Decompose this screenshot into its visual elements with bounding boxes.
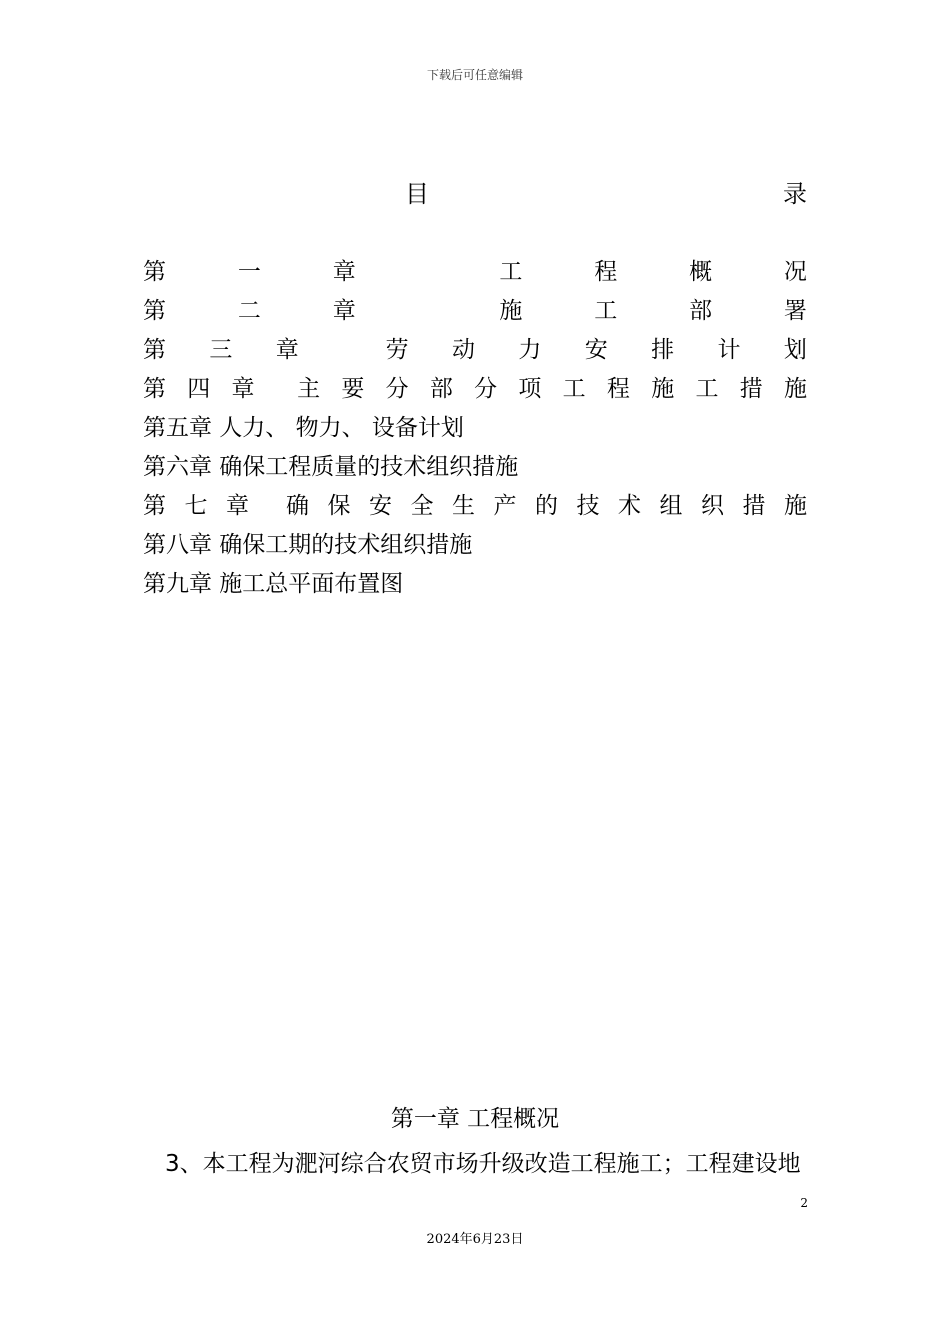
- toc-char: 工: [499, 259, 523, 285]
- toc-char: 三: [209, 337, 233, 363]
- toc-char: 生: [452, 493, 475, 519]
- toc-entry-text: 第九章 施工总平面布置图: [143, 571, 404, 597]
- toc-char: 工: [695, 376, 719, 402]
- toc-char: 动: [451, 337, 475, 363]
- toc-char: 程: [606, 376, 630, 402]
- toc-char: 况: [783, 259, 807, 285]
- toc-char: 产: [493, 493, 517, 519]
- toc-char: 组: [659, 493, 683, 519]
- toc-entry-text: 第五章 人力、 物力、 设备计划: [143, 415, 464, 441]
- toc-char: 署: [783, 298, 807, 324]
- toc-entry-text: 第六章 确保工程质量的技术组织措施: [143, 454, 519, 480]
- toc-char: 分: [385, 376, 409, 402]
- toc-char: 术: [618, 493, 641, 519]
- toc-char: 章: [332, 259, 356, 285]
- toc-char: 章: [226, 493, 249, 519]
- toc-char: 四: [187, 376, 211, 402]
- toc-entry: [143, 489, 807, 528]
- toc-entry: [143, 411, 807, 450]
- toc-char: 划: [783, 337, 807, 363]
- toc-char: 排: [651, 337, 675, 363]
- toc-char: 章: [231, 376, 255, 402]
- toc-char: 技: [576, 493, 600, 519]
- toc-char: 第: [143, 298, 166, 324]
- body-paragraph: 3、本工程为淝河综合农贸市场升级改造工程施工；工程建设地: [165, 1151, 801, 1177]
- toc-char: 施: [499, 298, 523, 324]
- toc-char: 工: [594, 298, 618, 324]
- toc-char: 部: [429, 376, 453, 402]
- toc-char: 第: [143, 259, 166, 285]
- header-note: 下载后可任意编辑: [426, 68, 523, 82]
- toc-char: 主: [297, 376, 321, 402]
- toc-entry: [143, 333, 807, 372]
- toc-char: 安: [369, 493, 392, 519]
- toc-char: 织: [701, 493, 724, 519]
- toc-char: 力: [518, 337, 542, 363]
- toc-char: 项: [518, 376, 542, 402]
- toc-entry: [143, 450, 807, 489]
- toc-entry: [143, 294, 807, 333]
- toc-title-left: 目: [405, 180, 429, 208]
- page-number: 2: [800, 1196, 808, 1210]
- toc-char: 第: [143, 493, 166, 519]
- toc-char: 施: [784, 493, 807, 519]
- toc-char: 第: [143, 376, 166, 402]
- toc-char: 程: [594, 259, 618, 285]
- toc-char: 计: [717, 337, 741, 363]
- toc-char: 措: [739, 376, 763, 402]
- toc-char: 一: [237, 259, 261, 285]
- toc-char: 工: [562, 376, 586, 402]
- table-of-contents: [143, 255, 807, 606]
- toc-char: 第: [143, 337, 166, 363]
- toc-entry: [143, 528, 807, 567]
- chapter-heading: 第一章 工程概况: [390, 1106, 560, 1132]
- toc-char: 施: [651, 376, 675, 402]
- toc-char: 措: [742, 493, 766, 519]
- toc-title-right: 录: [783, 180, 807, 208]
- toc-entry: [143, 372, 807, 411]
- toc-title: [405, 178, 807, 210]
- toc-char: 劳: [385, 337, 409, 363]
- toc-char: 分: [474, 376, 498, 402]
- toc-char: 章: [275, 337, 299, 363]
- toc-char: 确: [286, 493, 309, 519]
- toc-char: 全: [410, 493, 434, 519]
- toc-char: 安: [584, 337, 608, 363]
- toc-char: 二: [237, 298, 261, 324]
- toc-char: 保: [327, 493, 351, 519]
- toc-char: 的: [535, 493, 558, 519]
- toc-char: 七: [184, 493, 208, 519]
- toc-char: 施: [783, 376, 807, 402]
- toc-entry: [143, 255, 807, 294]
- toc-entry-text: 第八章 确保工期的技术组织措施: [143, 532, 473, 558]
- toc-char: 部: [689, 298, 713, 324]
- footer-date: 2024年6月23日: [426, 1232, 524, 1247]
- toc-char: 要: [341, 376, 365, 402]
- toc-char: 概: [689, 259, 713, 285]
- toc-char: 章: [332, 298, 356, 324]
- toc-entry: [143, 567, 807, 606]
